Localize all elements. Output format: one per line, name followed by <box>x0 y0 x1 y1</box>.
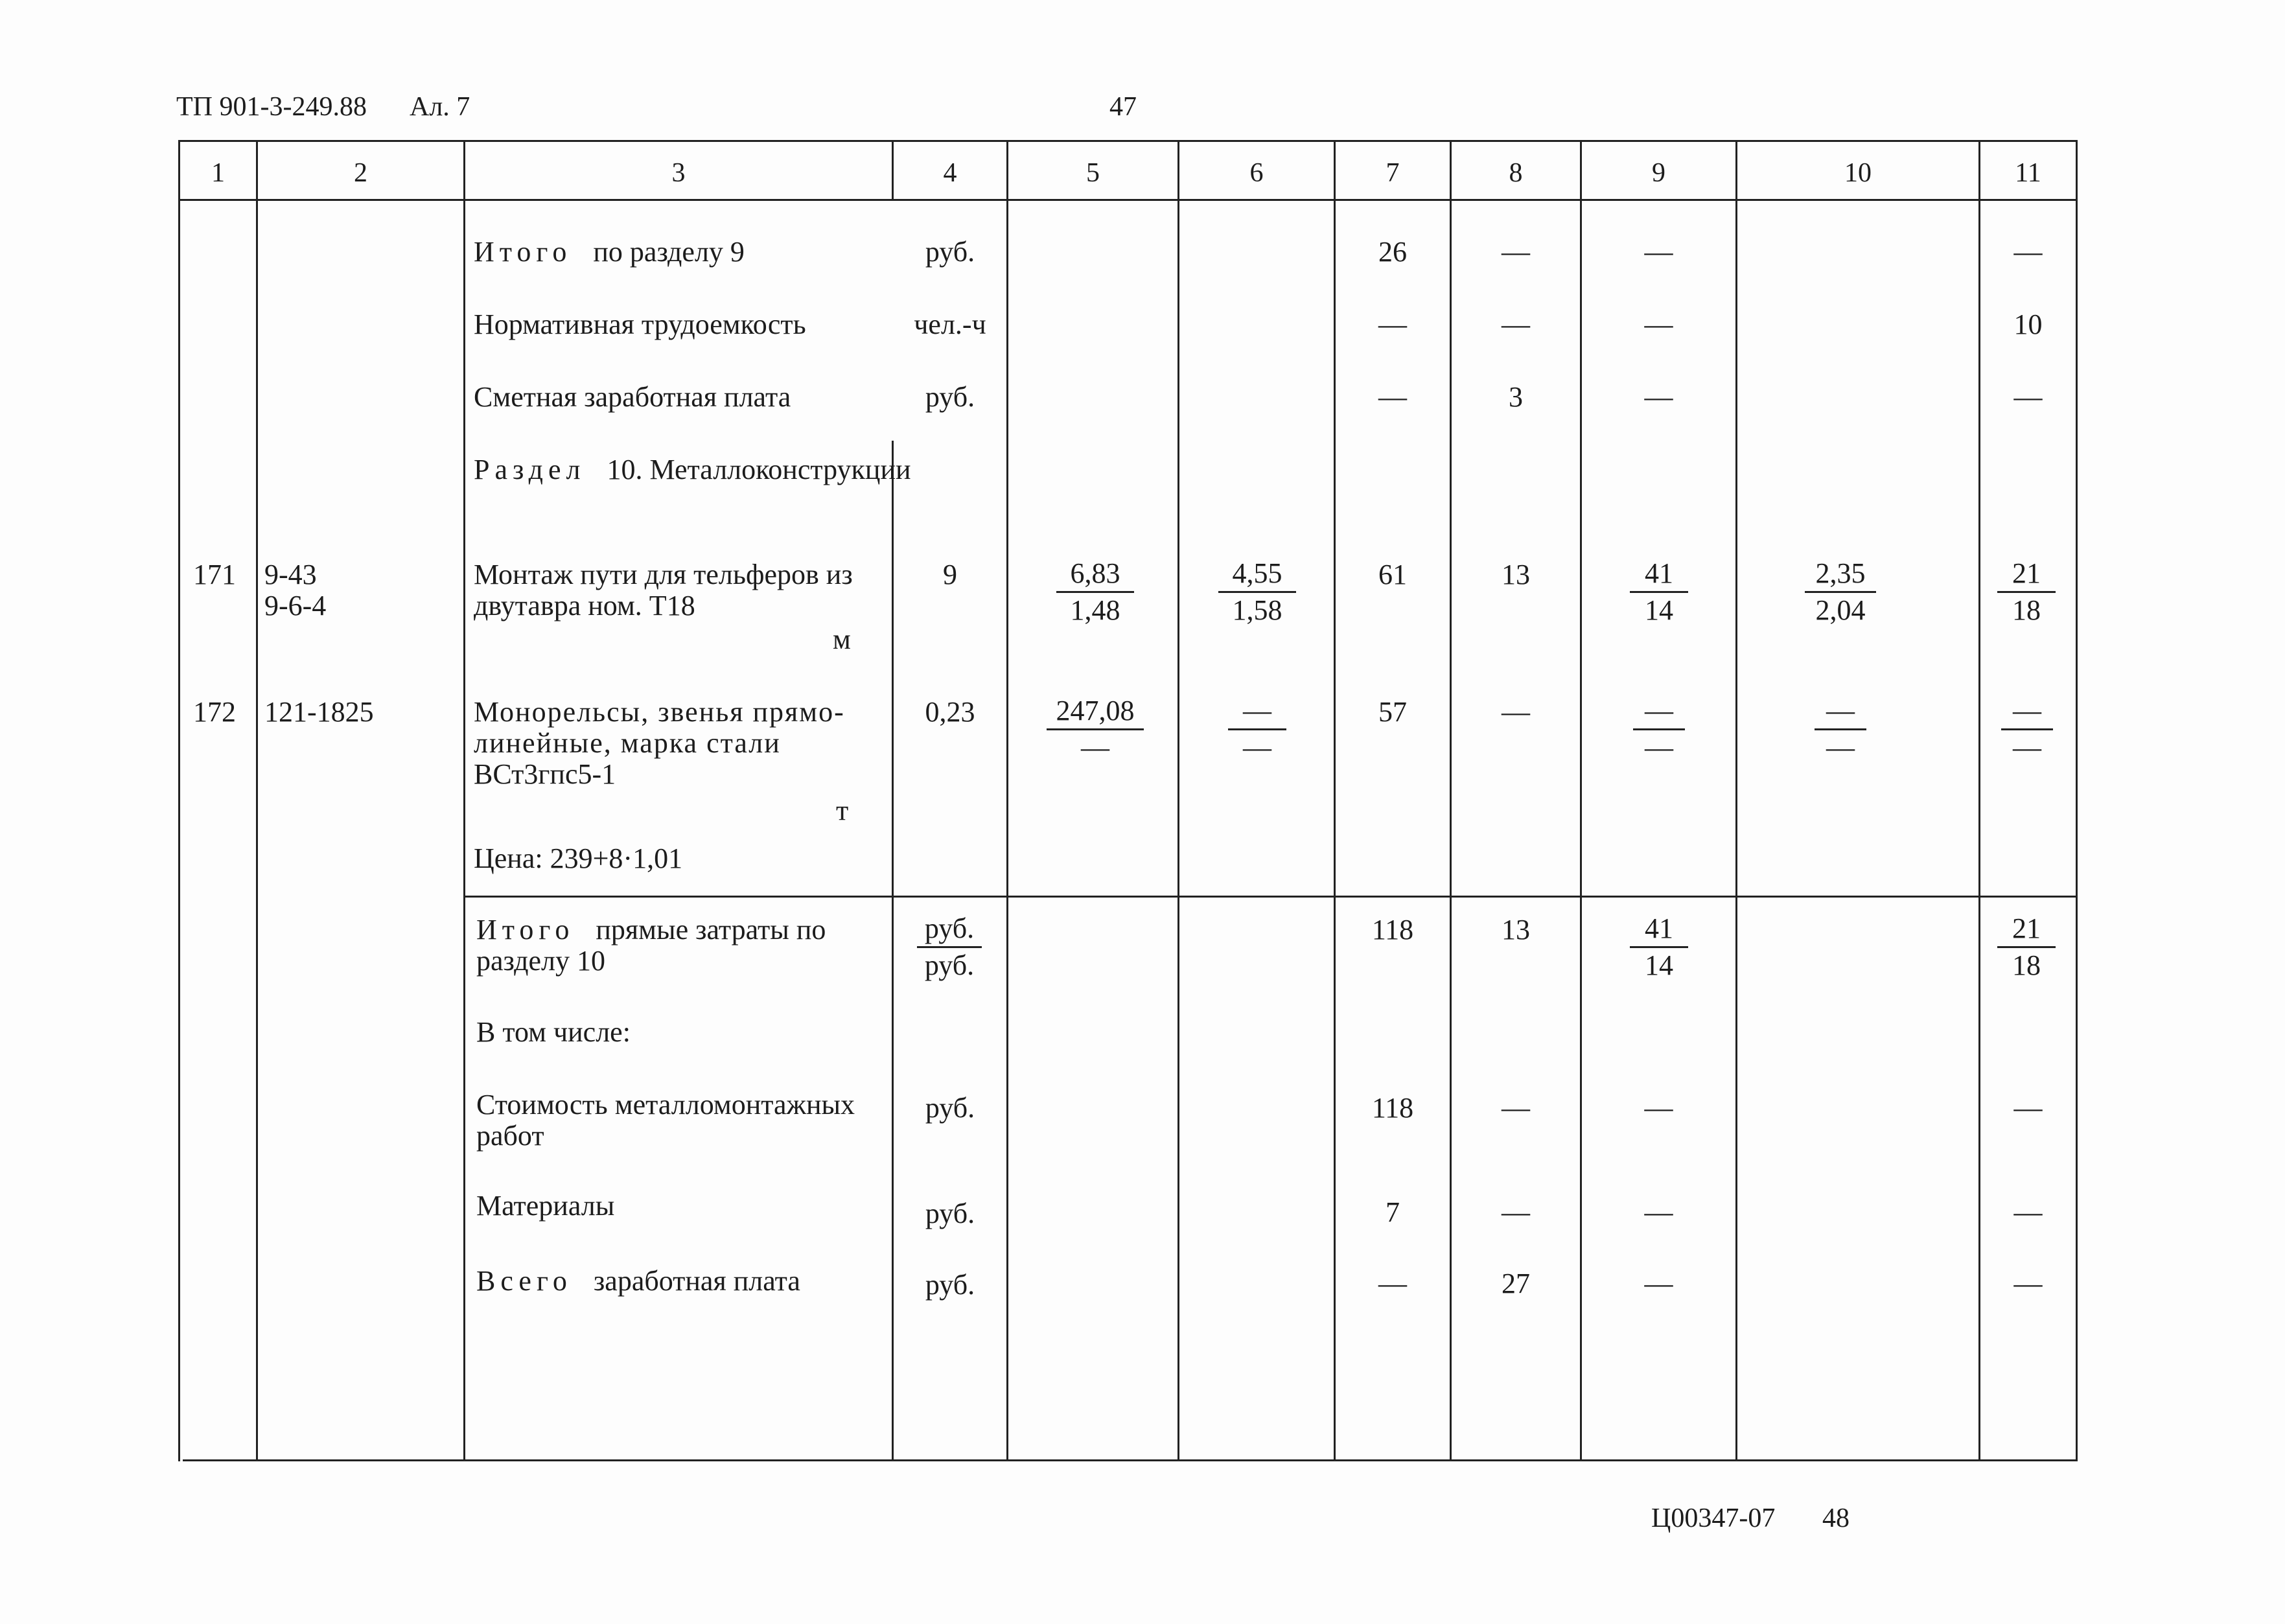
sheet-number: 48 <box>1822 1503 1850 1533</box>
value-col10: — — <box>1815 696 1866 763</box>
value-col7: 118 <box>1371 1092 1414 1124</box>
item-description: ВСт3гпс5-1 <box>474 758 616 790</box>
row-total-section10-label: Итого прямые затраты по <box>476 914 826 945</box>
column-header: 4 <box>943 158 957 188</box>
quantity: 0,23 <box>925 696 975 728</box>
column-header: 7 <box>1386 158 1400 188</box>
unit: руб. <box>925 1092 975 1124</box>
column-header: 5 <box>1086 158 1100 188</box>
value-col11: — <box>2013 1092 2043 1124</box>
value-col10: $\frac{2,35}{2,04}$ <box>1805 559 1876 625</box>
value-col11: 10 <box>2013 308 2043 340</box>
row-metal-label: Стоимость металломонтажных <box>476 1089 855 1120</box>
row-number: 171 <box>193 559 236 590</box>
value-col9: — <box>1644 308 1673 340</box>
unit-letter: м <box>833 623 851 655</box>
value-col11: — <box>2013 1268 2043 1299</box>
value-col8: 27 <box>1502 1268 1530 1299</box>
value-col8: 3 <box>1509 381 1523 413</box>
value-col11: $\frac{21}{18}$ <box>1997 559 2056 625</box>
quantity: 9 <box>943 559 957 590</box>
value-col7: 57 <box>1378 696 1407 728</box>
row-wage-label: Сметная заработная плата <box>474 381 791 413</box>
value-col9: $\frac{41}{14}$ <box>1630 559 1688 625</box>
column-header: 11 <box>2015 158 2041 188</box>
unit-letter: т <box>836 795 849 826</box>
value-col8: 13 <box>1502 559 1530 590</box>
unit: руб. руб. <box>917 914 982 980</box>
row-total-section9-label: Итого по разделу 9 <box>474 236 745 268</box>
value-col9: — <box>1644 236 1673 268</box>
unit: руб. <box>925 1269 975 1301</box>
row-labor-label: Нормативная трудоемкость <box>474 308 806 340</box>
value-col7: 118 <box>1371 914 1414 945</box>
row-number: 172 <box>193 696 236 728</box>
value-col9: — — <box>1633 696 1685 763</box>
value-col8: — <box>1502 308 1530 340</box>
item-description: двутавра ном. Т18 <box>474 590 695 621</box>
value-col9: — <box>1644 1196 1673 1228</box>
section-heading: Раздел 10. Металлоконструкции <box>474 454 911 485</box>
value-col7: — <box>1378 381 1407 413</box>
value-col11: — — <box>2001 696 2053 763</box>
price-formula: Цена: 239+8·1,01 <box>474 842 683 874</box>
row-total-wage-label: Всего заработная плата <box>476 1265 800 1297</box>
row-total-section10-label: разделу 10 <box>476 945 605 977</box>
value-col11: — <box>2013 381 2043 413</box>
column-header: 2 <box>354 158 367 188</box>
value-col7: 26 <box>1378 236 1407 268</box>
column-header: 10 <box>1844 158 1872 188</box>
value-col8: — <box>1502 236 1530 268</box>
norm-code: 121-1825 <box>264 696 374 728</box>
unit: руб. <box>925 1198 975 1229</box>
column-header: 1 <box>211 158 225 188</box>
value-col6: — — <box>1228 696 1286 763</box>
column-header: 9 <box>1652 158 1665 188</box>
unit: чел.-ч <box>914 308 986 340</box>
item-description: Монтаж пути для тельферов из <box>474 559 853 590</box>
value-col8: 13 <box>1502 914 1530 945</box>
value-col11: — <box>2013 236 2043 268</box>
row-metal-label: работ <box>476 1120 544 1152</box>
value-col11: — <box>2013 1196 2043 1228</box>
unit: руб. <box>925 236 975 268</box>
unit: руб. <box>925 381 975 413</box>
value-col9: — <box>1644 1092 1673 1124</box>
document-stamp: Ц00347-07 <box>1651 1503 1776 1533</box>
column-header: 6 <box>1249 158 1264 188</box>
including-label: В том числе: <box>476 1016 631 1048</box>
value-col6: $\frac{4,55}{1,58}$ <box>1218 559 1296 625</box>
value-col9: $\frac{41}{14}$ <box>1630 914 1688 980</box>
value-col7: — <box>1378 308 1407 340</box>
item-description: Монорельсы, звенья прямо- <box>474 696 845 728</box>
column-header: 3 <box>671 158 686 188</box>
norm-code: 9-43 <box>264 559 317 590</box>
value-col8: — <box>1502 1092 1530 1124</box>
row-materials-label: Материалы <box>476 1190 615 1222</box>
norm-code: 9-6-4 <box>264 590 327 621</box>
value-col9: — <box>1644 381 1673 413</box>
value-col8: — <box>1502 1196 1530 1228</box>
value-col7: 7 <box>1386 1196 1400 1228</box>
column-header: 8 <box>1509 158 1523 188</box>
value-col9: — <box>1644 1268 1673 1299</box>
value-col8: — <box>1502 696 1530 728</box>
item-description: линейные, марка стали <box>474 727 781 759</box>
value-col5: 247,08 — <box>1047 696 1144 763</box>
value-col7: — <box>1378 1268 1407 1299</box>
document-code: ТП 901-3-249.88 <box>176 92 367 122</box>
page-number: 47 <box>1109 92 1137 122</box>
value-col7: 61 <box>1378 559 1407 590</box>
value-col11: $\frac{21}{18}$ <box>1997 914 2056 980</box>
album-number: Ал. 7 <box>410 92 470 122</box>
value-col5: $\frac{6,83}{1,48}$ <box>1056 559 1134 625</box>
